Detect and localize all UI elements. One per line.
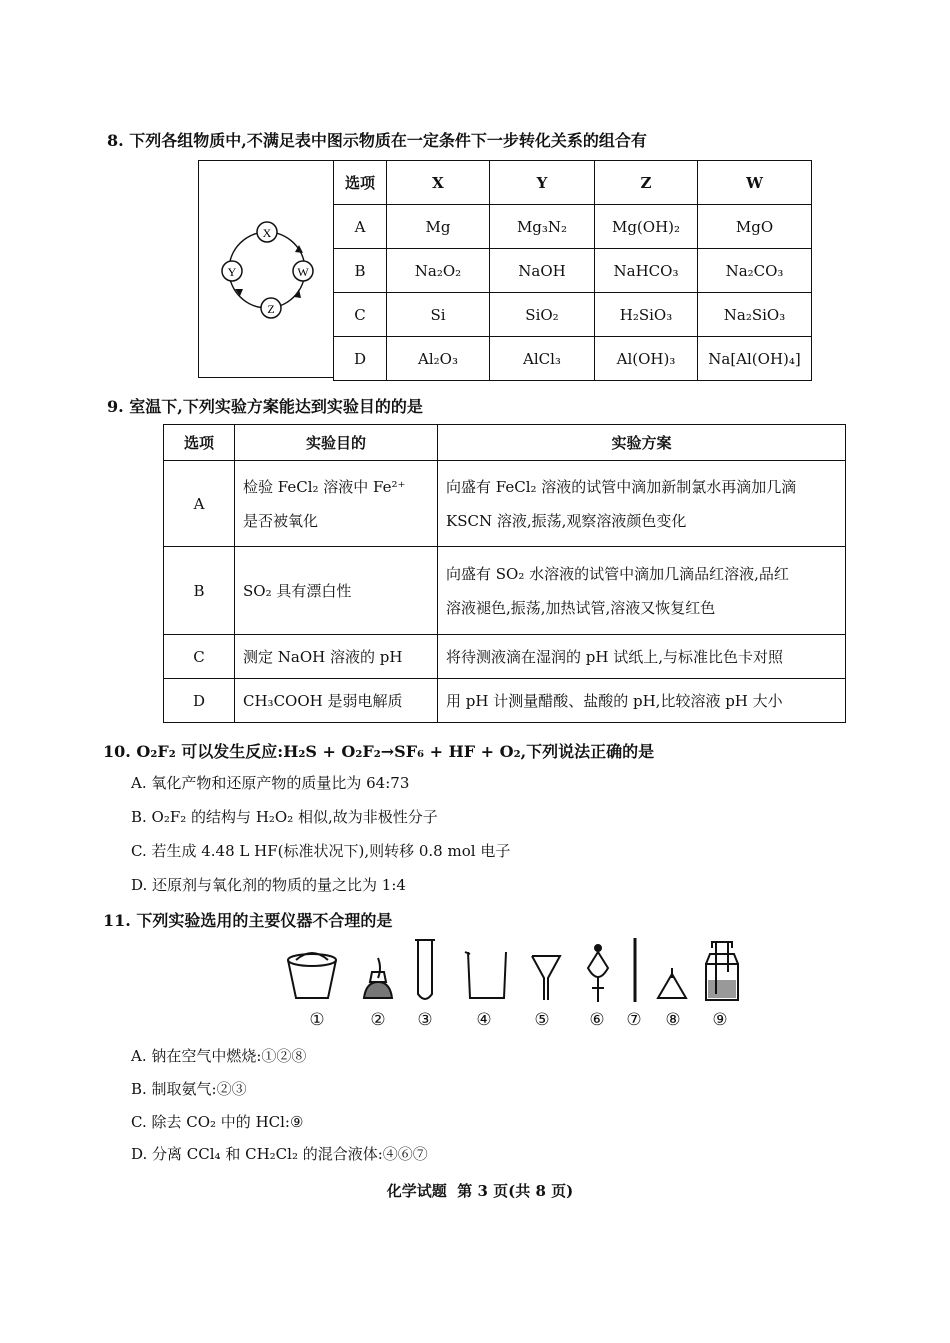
- q9-row: [164, 635, 846, 679]
- q11-stem: 11. 下列实验选用的主要仪器不合理的是: [103, 911, 393, 930]
- q9-goal-line: SO₂ 具有漂白性: [243, 581, 352, 600]
- q9-plan-cell: [438, 635, 846, 679]
- apparatus-label: ⑨: [712, 1010, 728, 1030]
- q9-plan-line: 向盛有 FeCl₂ 溶液的试管中滴加新制氯水再滴加几滴: [446, 477, 797, 496]
- q8-cell: Na₂SiO₃: [698, 293, 812, 337]
- q8-cell: Na₂CO₃: [698, 249, 812, 293]
- q8-cell: Na₂O₂: [387, 249, 490, 293]
- node-x: [257, 222, 277, 242]
- q9-plan-cell: [438, 679, 846, 723]
- q9-goal-cell: [235, 679, 438, 723]
- q10-option-a: A. 氧化产物和还原产物的质量比为 64:73: [131, 774, 410, 792]
- q9-header-row: [164, 425, 846, 461]
- node-z: [261, 298, 281, 318]
- svg-text:Y: Y: [227, 265, 237, 279]
- gas-washing-bottle-icon: [706, 942, 738, 1000]
- q8-cell: Mg₃N₂: [490, 205, 595, 249]
- q8-cell: Si: [387, 293, 490, 337]
- q8-header-cell: Y: [490, 161, 595, 205]
- q8-cell: Mg(OH)₂: [595, 205, 698, 249]
- q9-plan-line: KSCN 溶液,振荡,观察溶液颜色变化: [446, 511, 687, 530]
- q9-stem: 9. 室温下,下列实验方案能达到实验目的的是: [107, 397, 423, 416]
- svg-text:X: X: [262, 226, 272, 240]
- q9-cell: B: [164, 547, 235, 635]
- q9-goal-cell: [235, 547, 438, 635]
- q9-goal-cell: [235, 635, 438, 679]
- q8-row: [334, 249, 812, 293]
- q9-cell: C: [164, 635, 235, 679]
- q8-cell: D: [334, 337, 387, 381]
- q9-goal-line: CH₃COOH 是弱电解质: [243, 691, 403, 710]
- q11-option-c: C. 除去 CO₂ 中的 HCl:⑨: [131, 1113, 304, 1131]
- q9-plan-line: 向盛有 SO₂ 水溶液的试管中滴加几滴品红溶液,品红: [446, 564, 789, 583]
- q11-option-a: A. 钠在空气中燃烧:①②⑧: [131, 1047, 307, 1065]
- q9-header-cell: 实验方案: [438, 425, 846, 461]
- q9-plan-line: 用 pH 计测量醋酸、盐酸的 pH,比较溶液 pH 大小: [446, 691, 783, 710]
- q8-cell: A: [334, 205, 387, 249]
- q11-option-d: D. 分离 CCl₄ 和 CH₂Cl₂ 的混合液体:④⑥⑦: [131, 1145, 428, 1163]
- clay-triangle-icon: [658, 968, 686, 998]
- cycle-diagram-svg: [199, 161, 335, 379]
- separatory-funnel-icon: [588, 945, 608, 1002]
- page-footer: 化学试题 第 3 页(共 8 页): [386, 1182, 574, 1200]
- q10-option-d: D. 还原剂与氧化剂的物质的量之比为 1:4: [131, 876, 406, 894]
- q9-plan-line: 溶液褪色,振荡,加热试管,溶液又恢复红色: [446, 598, 716, 617]
- q9-plan-cell: [438, 547, 846, 635]
- q8-stem: 8. 下列各组物质中,不满足表中图示物质在一定条件下一步转化关系的组合有: [107, 131, 647, 150]
- q9-plan-line: 将待测液滴在湿润的 pH 试纸上,与标准比色卡对照: [446, 647, 783, 666]
- q8-cell: SiO₂: [490, 293, 595, 337]
- apparatus-label: ⑤: [534, 1010, 550, 1030]
- q8-cycle-diagram: [198, 160, 334, 378]
- q8-cell: NaHCO₃: [595, 249, 698, 293]
- q11-option-b: B. 制取氨气:②③: [131, 1080, 247, 1098]
- q8-cell: AlCl₃: [490, 337, 595, 381]
- q8-table: [333, 160, 812, 381]
- q10-stem: 10. O₂F₂ 可以发生反应:H₂S + O₂F₂→SF₆ + HF + O₂,下列说法正确的是: [103, 742, 655, 761]
- q8-header-cell: X: [387, 161, 490, 205]
- test-tube-icon: [415, 940, 435, 999]
- apparatus-label: ①: [309, 1010, 325, 1030]
- q9-table: [163, 424, 846, 723]
- q8-cell: B: [334, 249, 387, 293]
- q9-cell: A: [164, 461, 235, 547]
- svg-text:Z: Z: [267, 302, 275, 316]
- q8-cell: NaOH: [490, 249, 595, 293]
- q9-row: [164, 547, 846, 635]
- q8-header-cell: W: [698, 161, 812, 205]
- q8-cell: C: [334, 293, 387, 337]
- q9-plan-cell: [438, 461, 846, 547]
- q9-goal-line: 测定 NaOH 溶液的 pH: [243, 647, 403, 666]
- q9-header-cell: 选项: [164, 425, 235, 461]
- apparatus-label: ⑦: [626, 1010, 642, 1030]
- q8-row: [334, 337, 812, 381]
- q9-row: [164, 461, 846, 547]
- q8-row: [334, 205, 812, 249]
- alcohol-lamp-icon: [364, 958, 392, 998]
- q8-row: [334, 293, 812, 337]
- q8-cell: Mg: [387, 205, 490, 249]
- q8-header-cell: 选项: [334, 161, 387, 205]
- q8-cell: MgO: [698, 205, 812, 249]
- apparatus-label: ⑥: [589, 1010, 605, 1030]
- apparatus-label: ②: [370, 1010, 386, 1030]
- node-w: [293, 261, 313, 281]
- apparatus-label: ③: [417, 1010, 433, 1030]
- q8-header-row: [334, 161, 812, 205]
- q10-option-b: B. O₂F₂ 的结构与 H₂O₂ 相似,故为非极性分子: [131, 808, 438, 826]
- q9-goal-line: 是否被氧化: [243, 511, 319, 530]
- crucible-icon: [288, 953, 336, 998]
- apparatus-label: ④: [476, 1010, 492, 1030]
- beaker-icon: [465, 952, 506, 998]
- apparatus-label: ⑧: [665, 1010, 681, 1030]
- q9-goal-cell: [235, 461, 438, 547]
- svg-text:W: W: [297, 265, 309, 279]
- q8-cell: Al(OH)₃: [595, 337, 698, 381]
- funnel-icon: [532, 956, 560, 1000]
- q9-row: [164, 679, 846, 723]
- q8-cell: H₂SiO₃: [595, 293, 698, 337]
- apparatus-figure: [280, 938, 750, 1010]
- q8-header-cell: Z: [595, 161, 698, 205]
- q9-header-cell: 实验目的: [235, 425, 438, 461]
- q8-cell: Al₂O₃: [387, 337, 490, 381]
- q9-goal-line: 检验 FeCl₂ 溶液中 Fe²⁺: [243, 477, 406, 496]
- node-y: [222, 261, 242, 281]
- q9-cell: D: [164, 679, 235, 723]
- q8-cell: Na[Al(OH)₄]: [698, 337, 812, 381]
- q10-option-c: C. 若生成 4.48 L HF(标准状况下),则转移 0.8 mol 电子: [131, 842, 511, 860]
